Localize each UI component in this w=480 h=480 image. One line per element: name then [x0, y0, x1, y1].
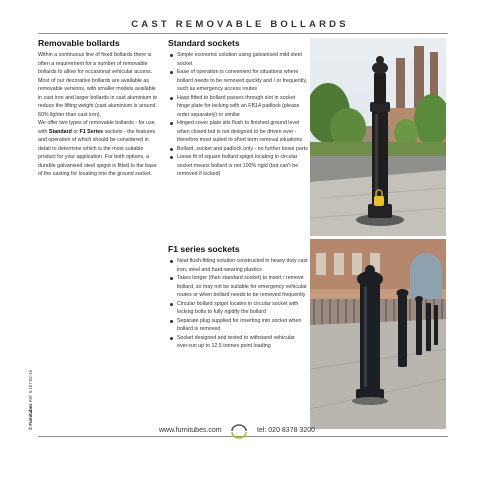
text-span: We offer two types of removable bollards - for use with: [38, 120, 155, 135]
list-item: Loose fit of square bollard spigot locating in circular socket means bollard is not 100% rigid (but can't be removed if locked): [177, 153, 308, 179]
f1-bollards-photo: [310, 239, 446, 429]
list-item: Hasp fitted to bollard passes through slot in socket hinge plate for locking with an FB14 padlock (please order separately) or similar: [177, 94, 308, 120]
removable-bollards-section: [38, 38, 160, 179]
standard-sockets-list: [168, 51, 308, 179]
standard-sockets-section: [168, 38, 308, 179]
standard-bollard-illustration: [310, 38, 446, 236]
list-item: Bollard, socket and padlock only - no further loose parts: [177, 145, 308, 152]
copyright-reference: [28, 370, 33, 430]
list-item: Ease of operation is convenient for situations where bollard needs to be removed quickly and / or frequently, such as emergency access routes: [177, 69, 308, 92]
standard-sockets-heading: Standard sockets: [168, 38, 240, 48]
text-span: sockets - the features and operation of which should be considered in detail to determine which is the most suitable product for your application. For both options, a durable galvanised steel spigot is fitted to the base of the casting for locating into the ground socket.: [38, 128, 157, 177]
standard-bold: Standard: [48, 128, 72, 135]
f1-series-bold: F1 Series: [79, 128, 104, 135]
website-link[interactable]: www.furnitubes.com: [159, 427, 222, 434]
removable-paragraph-1: Within a continuous line of fixed bollards there is often a requirement for a number of removable bollards to allow for occasional vehicular access. Most of our decorative bollards are available as removable versions, with smaller models available in cast iron and larger bollards in cast aluminium to reduce the lifting weight (cast aluminium is around 60% lighter than cast iron).: [38, 52, 158, 118]
telephone-number: tel: 020 8378 3200: [257, 427, 315, 434]
text-span: or: [71, 128, 80, 135]
removable-paragraph-2: [38, 119, 160, 179]
removable-bollards-heading: Removable bollards: [38, 38, 120, 48]
f1-series-heading: F1 series sockets: [168, 244, 240, 254]
reference-code: Ref: 5.107-02-16: [28, 369, 33, 404]
furnitubes-logo-icon: [230, 423, 248, 439]
list-item: Circular bollard spigot locates in circular socket with locking bolts to fully rigidify the bollard: [177, 300, 308, 317]
top-divider: [38, 33, 448, 34]
standard-bollard-photo: [310, 38, 446, 236]
page-title: CAST REMOVABLE BOLLARDS: [131, 19, 349, 30]
list-item: Socket designed and tested to withstand vehicular over-run up to 12.5 tonnes point loading: [177, 334, 308, 351]
f1-series-section: [168, 244, 308, 351]
f1-series-list: [168, 257, 308, 351]
list-item: Separate plug supplied for inserting into socket when bollard is removed: [177, 317, 308, 334]
copyright-brand: © Furnitubes: [28, 403, 33, 430]
list-item: Neat flush-fitting solution constructed in heavy duty cast iron, steel and hard-wearing plastics: [177, 258, 308, 273]
f1-bollards-illustration: [310, 239, 446, 429]
list-item: Takes longer (than standard socket) to insert / remove bollard, so may not be suitable for emergency vehicular routes or when bollard needs to be removed frequently: [177, 275, 307, 298]
list-item: Hinged cover plate sits flush to finished ground level when closed but is not designed to be driven over - therefore most suited to short term removal situations: [177, 119, 308, 145]
list-item: Simple economic solution using galvanised mild steel socket: [177, 51, 308, 68]
